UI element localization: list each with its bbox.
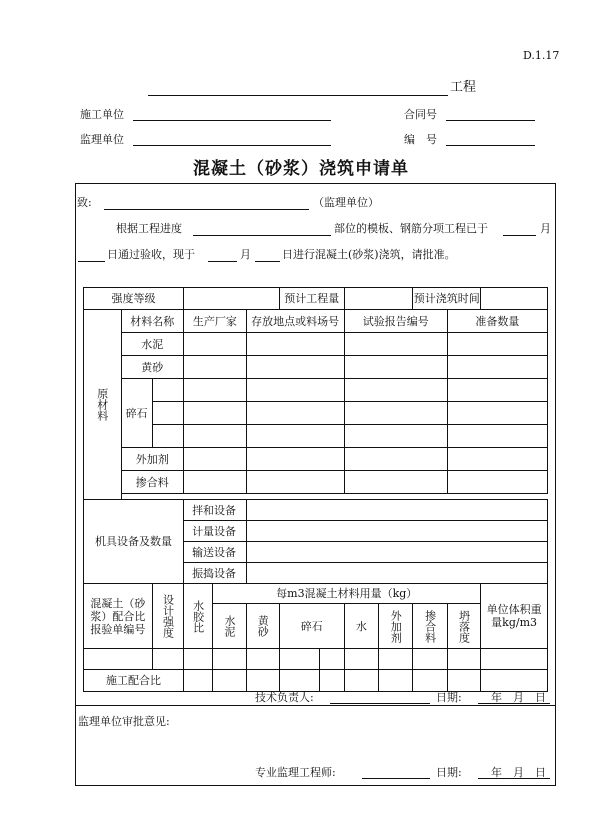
water-cement-label: 水胶比 bbox=[184, 584, 213, 649]
cell[interactable] bbox=[344, 333, 447, 356]
cell[interactable] bbox=[152, 379, 183, 402]
supervision-opinion-field[interactable] bbox=[78, 732, 548, 762]
col-quantity: 准备数量 bbox=[447, 310, 547, 333]
cell[interactable] bbox=[379, 670, 413, 692]
serial-no-field[interactable] bbox=[446, 145, 535, 146]
strength-grade-value[interactable] bbox=[184, 288, 280, 310]
estimated-time-value[interactable] bbox=[481, 288, 548, 310]
cell[interactable] bbox=[279, 670, 319, 692]
material-cement: 水泥 bbox=[121, 333, 184, 356]
serial-no-label: 编 号 bbox=[404, 133, 437, 146]
col-storage: 存放地点或料场号 bbox=[246, 310, 344, 333]
estimated-time-label: 预计浇筑时间 bbox=[413, 288, 481, 310]
to-field[interactable] bbox=[104, 209, 309, 210]
mix-col-cement: 水泥 bbox=[213, 604, 246, 649]
cell[interactable] bbox=[184, 379, 247, 402]
cell[interactable] bbox=[481, 670, 548, 692]
cell[interactable] bbox=[213, 670, 246, 692]
cell[interactable] bbox=[152, 402, 183, 425]
mix-col-sand: 黄砂 bbox=[246, 604, 279, 649]
col-test-report: 试验报告编号 bbox=[344, 310, 447, 333]
cell[interactable] bbox=[184, 356, 247, 379]
day-field-1[interactable] bbox=[78, 261, 105, 262]
estimated-quantity-label: 预计工程量 bbox=[279, 288, 344, 310]
cell[interactable] bbox=[413, 649, 447, 670]
cell[interactable] bbox=[344, 379, 447, 402]
mix-col-water: 水 bbox=[344, 604, 378, 649]
construction-unit-label: 施工单位 bbox=[80, 108, 124, 121]
cell[interactable] bbox=[344, 448, 447, 471]
progress-text-c: 月 bbox=[540, 222, 551, 235]
progress-text-d: 日通过验收，现于 bbox=[107, 248, 195, 261]
raw-materials-label: 原材料 bbox=[84, 310, 122, 500]
cell[interactable] bbox=[344, 649, 378, 670]
date-label-1: 日期: bbox=[436, 691, 462, 704]
cell[interactable] bbox=[246, 356, 344, 379]
cell[interactable] bbox=[481, 649, 548, 670]
cell[interactable] bbox=[344, 425, 447, 448]
unit-weight-label: 单位体积重量kg/m3 bbox=[481, 584, 548, 649]
estimated-quantity-value[interactable] bbox=[344, 288, 413, 310]
date-ymd-2: 年 月 日 bbox=[491, 766, 546, 779]
date-ymd-1: 年 月 日 bbox=[491, 691, 546, 704]
cell[interactable] bbox=[447, 649, 480, 670]
cell[interactable] bbox=[344, 402, 447, 425]
cell[interactable] bbox=[246, 333, 344, 356]
cell[interactable] bbox=[84, 649, 153, 670]
cell[interactable] bbox=[184, 333, 247, 356]
mix-col-gravel: 碎石 bbox=[279, 604, 344, 649]
month-field-2[interactable] bbox=[208, 261, 237, 262]
per-m3-label: 每m3混凝土材料用量（kg） bbox=[213, 584, 481, 604]
day-field-2[interactable] bbox=[255, 261, 280, 262]
equipment-metering: 计量设备 bbox=[184, 521, 247, 542]
cell[interactable] bbox=[344, 356, 447, 379]
mix-report-label: 混凝土（砂浆）配合比报验单编号 bbox=[84, 584, 153, 649]
cell[interactable] bbox=[319, 649, 344, 670]
col-manufacturer: 生产厂家 bbox=[184, 310, 247, 333]
material-gravel: 碎石 bbox=[121, 379, 152, 448]
cell[interactable] bbox=[447, 448, 547, 471]
cell[interactable] bbox=[246, 500, 547, 521]
tech-lead-field[interactable] bbox=[330, 703, 430, 704]
cell[interactable] bbox=[246, 402, 344, 425]
mix-col-slump: 坍落度 bbox=[447, 604, 480, 649]
cell[interactable] bbox=[279, 649, 319, 670]
cell[interactable] bbox=[246, 670, 279, 692]
progress-text-e: 月 bbox=[240, 248, 251, 261]
cell[interactable] bbox=[152, 649, 183, 670]
divider bbox=[75, 705, 556, 706]
equipment-vibrating: 振捣设备 bbox=[184, 563, 247, 584]
cell[interactable] bbox=[447, 471, 547, 494]
document-code: D.1.17 bbox=[523, 49, 560, 62]
cell[interactable] bbox=[447, 402, 547, 425]
cell[interactable] bbox=[413, 670, 447, 692]
cell[interactable] bbox=[184, 425, 247, 448]
cell[interactable] bbox=[246, 649, 279, 670]
col-material-name: 材料名称 bbox=[121, 310, 184, 333]
strength-grade-label: 强度等级 bbox=[84, 288, 184, 310]
cell[interactable] bbox=[184, 649, 213, 670]
project-name-line[interactable] bbox=[148, 95, 448, 96]
supervision-unit-field[interactable] bbox=[133, 145, 331, 146]
material-admixture: 外加剂 bbox=[121, 448, 184, 471]
engineer-field[interactable] bbox=[362, 778, 430, 779]
material-blend: 掺合料 bbox=[121, 471, 184, 494]
tech-lead-label: 技术负责人: bbox=[255, 691, 314, 704]
engineer-label: 专业监理工程师: bbox=[255, 766, 336, 779]
cell[interactable] bbox=[184, 402, 247, 425]
cell[interactable] bbox=[246, 563, 547, 584]
to-suffix: （监理单位） bbox=[313, 196, 379, 209]
date-label-2: 日期: bbox=[436, 766, 462, 779]
progress-text-f: 日进行混凝土(砂浆)浇筑，请批准。 bbox=[282, 248, 456, 261]
cell[interactable] bbox=[344, 471, 447, 494]
equipment-label: 机具设备及数量 bbox=[84, 500, 184, 584]
cell[interactable] bbox=[447, 356, 547, 379]
construction-mix-label: 施工配合比 bbox=[84, 670, 184, 692]
cell[interactable] bbox=[213, 649, 246, 670]
design-strength-label: 设计强度 bbox=[152, 584, 183, 649]
contract-no-label: 合同号 bbox=[404, 108, 437, 121]
progress-text-a: 根据工程进度 bbox=[116, 222, 182, 235]
cell[interactable] bbox=[184, 670, 213, 692]
cell[interactable] bbox=[246, 379, 344, 402]
material-sand: 黄砂 bbox=[121, 356, 184, 379]
cell[interactable] bbox=[447, 379, 547, 402]
supervision-opinion-label: 监理单位审批意见: bbox=[78, 715, 170, 728]
construction-unit-field[interactable] bbox=[133, 120, 331, 121]
contract-no-field[interactable] bbox=[446, 120, 535, 121]
project-suffix: 工程 bbox=[450, 80, 477, 95]
cell[interactable] bbox=[246, 471, 344, 494]
progress-text-b: 部位的模板、钢筋分项工程已于 bbox=[334, 222, 488, 235]
cell[interactable] bbox=[246, 521, 547, 542]
month-field-1[interactable] bbox=[503, 235, 536, 236]
to-label: 致: bbox=[77, 196, 92, 209]
equipment-conveying: 输送设备 bbox=[184, 542, 247, 563]
cell[interactable] bbox=[447, 425, 547, 448]
cell[interactable] bbox=[246, 542, 547, 563]
cell[interactable] bbox=[184, 448, 247, 471]
mix-col-blend: 掺合料 bbox=[413, 604, 447, 649]
part-field[interactable] bbox=[193, 235, 331, 236]
cell[interactable] bbox=[447, 670, 480, 692]
cell[interactable] bbox=[246, 448, 344, 471]
cell[interactable] bbox=[246, 425, 344, 448]
cell[interactable] bbox=[344, 670, 378, 692]
equipment-mixing: 拌和设备 bbox=[184, 500, 247, 521]
application-table bbox=[83, 287, 548, 692]
page-title: 混凝土（砂浆）浇筑申请单 bbox=[193, 159, 409, 179]
cell[interactable] bbox=[152, 425, 183, 448]
supervision-unit-label: 监理单位 bbox=[80, 133, 124, 146]
mix-col-admixture: 外加剂 bbox=[379, 604, 413, 649]
cell[interactable] bbox=[319, 670, 344, 692]
cell[interactable] bbox=[447, 333, 547, 356]
cell[interactable] bbox=[184, 471, 247, 494]
cell[interactable] bbox=[379, 649, 413, 670]
